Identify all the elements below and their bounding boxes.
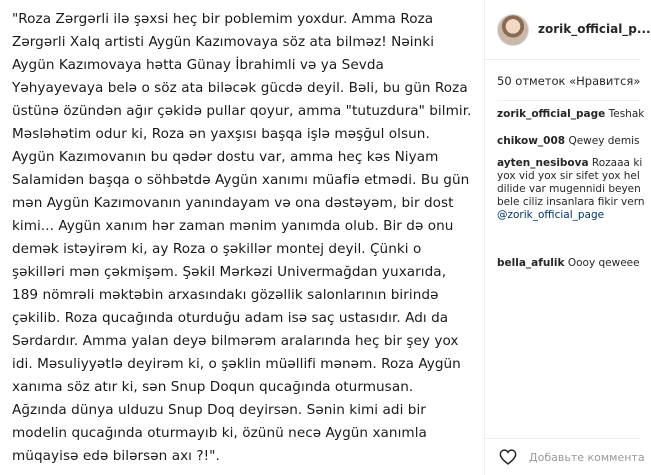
comment-text: Teshak bbox=[608, 108, 645, 120]
caption-line: müqayisə edə bilərsən axı ?!". bbox=[12, 448, 220, 464]
caption-line: Aygün Kazımovaya hətta Günay İbrahimli və ya Sevda bbox=[12, 57, 384, 73]
post-sidebar bbox=[485, 0, 651, 475]
caption-line: Yəhyayevaya belə o söz ata biləcək gücdə deyil. Bəli, bu gün Roza bbox=[12, 80, 468, 96]
caption-line: xanıma söz atır ki, sən Snup Doqun qucağında oturmusan. bbox=[12, 379, 414, 395]
caption-line: üstünə özündən ağır çəkidə pullar qoyur, amma "tutuzdura" bilmir. bbox=[12, 103, 472, 119]
caption-line: şəkilləri mən çəkmişəm. Şəkil Mərkəzi Univermağdan yuxarıda, bbox=[12, 264, 447, 280]
comment-item bbox=[497, 257, 640, 270]
likes-count[interactable]: 50 отметок «Нравится» bbox=[497, 74, 641, 88]
heart-icon[interactable] bbox=[499, 449, 517, 465]
comment-text: bele ciliz insanlara fikir vern bbox=[497, 196, 645, 208]
comment-text: yox vid yox sir sifet yox hel bbox=[497, 170, 640, 182]
caption-line: kimi... Aygün xanım hər zaman mənim yanımda olub. Bir də onu bbox=[12, 218, 454, 234]
post-caption-text bbox=[12, 8, 478, 468]
comment-text: Oooy qeweee bbox=[567, 257, 640, 269]
comment-item bbox=[497, 157, 645, 222]
caption-line: Salamidən başqa o söhbətdə Aygün xanımı müafiə etmədi. Bu gün bbox=[12, 172, 470, 188]
caption-line: mən Aygün Kazımovanın yanındayam və ona dəstəyəm, bir dost bbox=[12, 195, 454, 211]
caption-line: Ağzında dünya ulduzu Snup Doq deyirsən. Sənin kimi adi bir bbox=[12, 402, 426, 418]
likes-section bbox=[485, 60, 640, 102]
comment-item bbox=[497, 135, 640, 148]
comment-text: Qewey demis bbox=[568, 135, 640, 147]
likes-divider bbox=[497, 100, 640, 101]
caption-line: çəkilib. Roza qucağında oturduğu adam isə saç ustasıdır. Adı da bbox=[12, 310, 449, 326]
comment-username[interactable]: ayten_nesibova bbox=[497, 157, 589, 169]
caption-line: idi. Məsuliyyətlə deyirəm ki, o şəklin müəllifi mənəm. Roza Aygün bbox=[12, 356, 461, 372]
caption-line: Sərdardır. Amma yalan deyə bilmərəm aralarında heç bir şey yox bbox=[12, 333, 459, 349]
caption-line: "Roza Zərgərli ilə şəxsi heç bir poblemim yoxdur. Amma Roza bbox=[12, 11, 434, 27]
comment-text: dilide var mugennidi beyen bbox=[497, 183, 641, 195]
comment-username[interactable]: bella_afulik bbox=[497, 257, 565, 269]
add-comment-bar bbox=[485, 438, 640, 475]
post-author-username[interactable]: zorik_official_p... bbox=[538, 22, 651, 36]
caption-line: Aygün Kazımovanın bu qədər dostu var, amma heç kəs Niyam bbox=[12, 149, 439, 165]
post-header bbox=[485, 0, 651, 60]
caption-line: modelin qucağında oturmayıb ki, özünü necə Aygün xanımla bbox=[12, 425, 427, 441]
comment-item bbox=[497, 108, 644, 121]
add-comment-input[interactable] bbox=[529, 448, 644, 466]
caption-line: Zərgərli Xalq artisti Aygün Kazımovaya söz ata bilməz! Nəinki bbox=[12, 34, 435, 50]
comment-text: Rozaaa ki bbox=[591, 157, 643, 169]
comment-username[interactable]: zorik_official_page bbox=[497, 108, 606, 120]
comment-username[interactable]: chikow_008 bbox=[497, 135, 566, 147]
comment-mention-link[interactable]: @zorik_official_page bbox=[497, 209, 605, 221]
caption-line: Məsləhətim odur ki, Roza ən yaxşısı başqa işlə məşğul olsun. bbox=[12, 126, 430, 142]
caption-line: 189 nömrəli məktəbin arxasındakı gözəllik salonlarının birində bbox=[12, 287, 439, 303]
profile-avatar[interactable] bbox=[497, 14, 529, 46]
caption-line: demək istəyirəm ki, ay Roza o şəkillər montej deyil. Çünki o bbox=[12, 241, 422, 257]
